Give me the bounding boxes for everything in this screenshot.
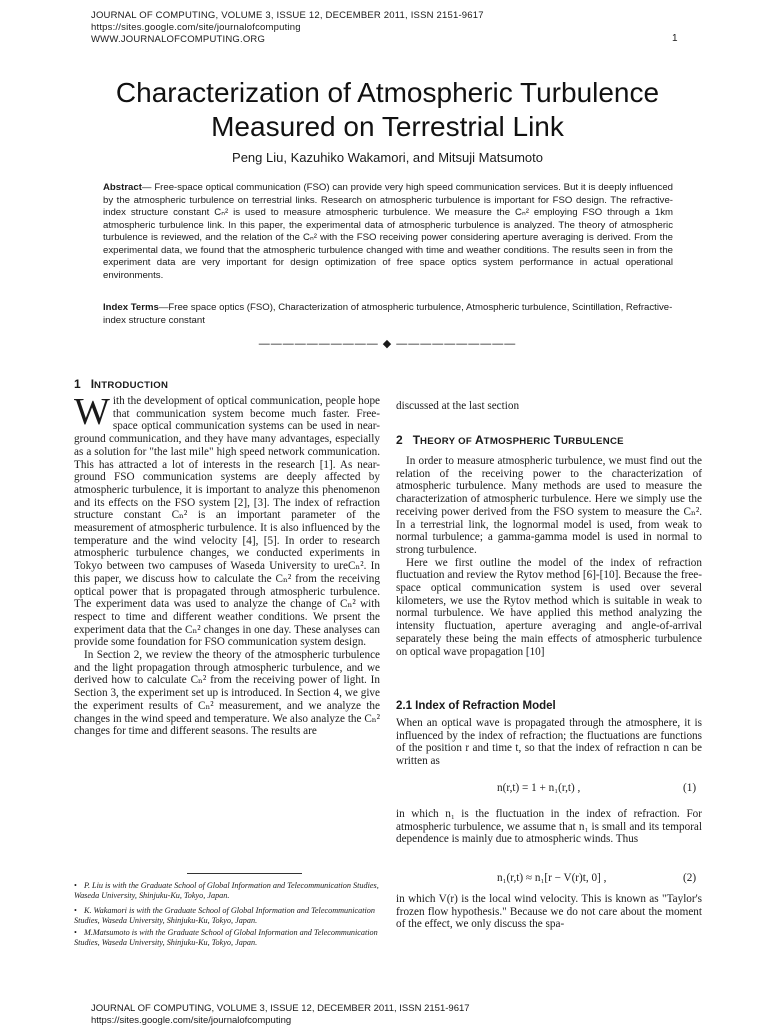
footer-url: https://sites.google.com/site/journalofcomputing [91, 1015, 292, 1026]
footnote-2: • K. Wakamori is with the Graduate School of Global Information and Telecommunication Studies, Waseda University, Shinjuku-Ku, Tokyo, Japan. [74, 906, 375, 925]
title-line-2: Measured on Terrestrial Link [211, 111, 564, 142]
refraction-paragraph-2: in which n₁ is the fluctuation in the index of refraction. For atmospheric turbulence, we assume that n₁ is small and its temporal dependence is mainly due to atmospheric winds. Thus [396, 808, 702, 846]
section-divider: —————————— ◆ —————————— [258, 338, 517, 350]
title-line-1: Characterization of Atmospheric Turbulence [115, 77, 660, 108]
index-terms [103, 302, 673, 327]
intro-paragraph-1 [74, 391, 380, 649]
intro-paragraph-1-text: ith the development of optical communication, people hope that communication system become much faster. Free-space optical communication systems can be used in near-ground communication, and they have many advantages, especially as a solution for "the last mile" high speed network communication. This has attracted a lot of interests in the research [1]. As near-ground FSO communication systems are deeply affected by atmospheric turbulence, it is important to analyze this phenomenon and its effects on the FSO system [2], [3]. The index of refraction structure constant Cₙ² is an important parameter of the measurement of atmospheric turbulence. It is also influenced by the temperature and the wind velocity [4], [5]. In order to research atmospheric turbulence changes, we conducted experiments in Tokyo between two campuses of Waseda University to ureCₙ². In this paper, we discuss how to calculate the Cₙ² from the receiving optical power that is propagated through atmospheric turbulence. The experiment data was used to analyze the change of Cₙ² with respect to time and different weather conditions. We prsent the experiment data that the Cₙ² changes in one day. These analyses can provide some foundation for FSO communication system design. [74, 395, 380, 649]
theory-paragraph-1: In order to measure atmospheric turbulence, we must find out the relation of the receiving power to the characterization of atmospheric turbulence. Many methods are used to measure the characterization of atmospheric turbulence. Here we simply use the receiving power derived from the FSO system to measure the Cₙ². In a terrestrial link, the lognormal model is used, from weak to normal turbulence; a gamma-gamma model is used in normal to strong turbulence. [396, 455, 702, 556]
intro-paragraph-2: In Section 2, we review the theory of the atmospheric turbulence and the light propagation through atmospheric turbulence, and we derived how to calculate Cₙ² from the receiving power of light. In Section 3, the experiment set up is introduced. In Section 4, we give the experiment results of Cₙ² measurement, and we analyze the changes in the wind speed and temperature. We also analyze the Cₙ² changes for time and different seasons. The results are [74, 649, 380, 738]
authors: Peng Liu, Kazuhiko Wakamori, and Mitsuji Matsumoto [232, 150, 543, 165]
equation-2: n₁(r,t) ≈ n₁[r − V(r)t, 0] , [497, 872, 607, 884]
section-1-title-initial: I [90, 377, 95, 391]
theory-paragraph-2: Here we first outline the model of the index of refraction fluctuation and review the Rytov method [6]-[10]. Because the free-space optical communication system is used over several kilometers, we use the Rytov method which is suitable in weak to normal turbulence. We have applied this method analyzing the intensity fluctuation, aperture averaging and angle-of-arrival separately these being the main effects of atmospheric turbulence on optical wave propagation [10] [396, 556, 702, 658]
section-1-number: 1 [74, 377, 81, 391]
paper-title [60, 76, 715, 144]
index-terms-text: —Free space optics (FSO), Characterization of atmospheric turbulence, Atmospheric turbulence, Scintillation, Refractive-index structure constant [103, 302, 673, 326]
journal-url: https://sites.google.com/site/journalofcomputing [91, 22, 301, 33]
theory-paragraphs [396, 455, 702, 658]
refraction-paragraph-1: When an optical wave is propagated through the atmosphere, it is influenced by the index of refraction; the fluctuations are functions of the position r and time t, so that the index of refraction n can be written as [396, 717, 702, 768]
right-column-top-text: discussed at the last section [396, 400, 520, 412]
section-1-heading [74, 377, 168, 391]
index-terms-label: Index Terms [103, 302, 159, 313]
subsection-2-1-heading: 2.1 Index of Refraction Model [396, 700, 556, 712]
abstract-text: — Free-space optical communication (FSO) can provide very high speed communication services. But it is deeply influenced by the atmospheric turbulence on terrestrial links. Research on atmospheric turbulence is important for FSO design. The refractive-index structure constant Cₙ² is used to measure atmospheric turbulence. We measure the Cₙ² employing FSO through a 1km atmospheric turbulence link. In this paper, the experimental data of atmospheric turbulence is analyzed. The theory of atmospheric turbulence is reviewed, and the relation of the Cₙ² with the FSO receiving power considering aperture averaging is derived. From the experimental data, we found that the atmospheric turbulence changed with time and weather conditions. The results seen in from the experiment data are very important for design optimization of free space optics system performance in actual operational environments. [103, 182, 673, 281]
section-1-title-rest: NTRODUCTION [94, 380, 169, 391]
equation-2-number: (2) [683, 872, 697, 884]
footer-journal: JOURNAL OF COMPUTING, VOLUME 3, ISSUE 12, DECEMBER 2011, ISSN 2151-9617 [91, 1003, 470, 1014]
footnote-rule [187, 873, 302, 874]
abstract [103, 182, 673, 282]
journal-header: JOURNAL OF COMPUTING, VOLUME 3, ISSUE 12, DECEMBER 2011, ISSN 2151-9617 [91, 10, 484, 21]
equation-1-number: (1) [683, 782, 697, 794]
footnote-3: • M.Matsumoto is with the Graduate School of Global Information and Telecommunication Studies, Waseda University, Shinjuku-Ku, Tokyo, Japan. [74, 928, 378, 947]
drop-cap: W [74, 391, 110, 433]
equation-1: n(r,t) = 1 + n₁(r,t) , [497, 782, 581, 794]
journal-site: WWW.JOURNALOFCOMPUTING.ORG [91, 34, 266, 45]
abstract-label: Abstract [103, 182, 142, 193]
left-column [74, 391, 380, 738]
refraction-paragraph-3: in which V(r) is the local wind velocity. This is known as "Taylor's frozen flow hypothesis." Because we do not care about the moment of the effect, we only discuss the spa- [396, 893, 702, 931]
section-2-heading: 2 THEORY OF ATMOSPHERIC TURBULENCE [396, 433, 624, 447]
footnote-1: • P. Liu is with the Graduate School of Global Information and Telecommunication Studies, Waseda University, Shinjuku-Ku, Tokyo, Japan. [74, 881, 379, 900]
page-number: 1 [672, 33, 678, 44]
